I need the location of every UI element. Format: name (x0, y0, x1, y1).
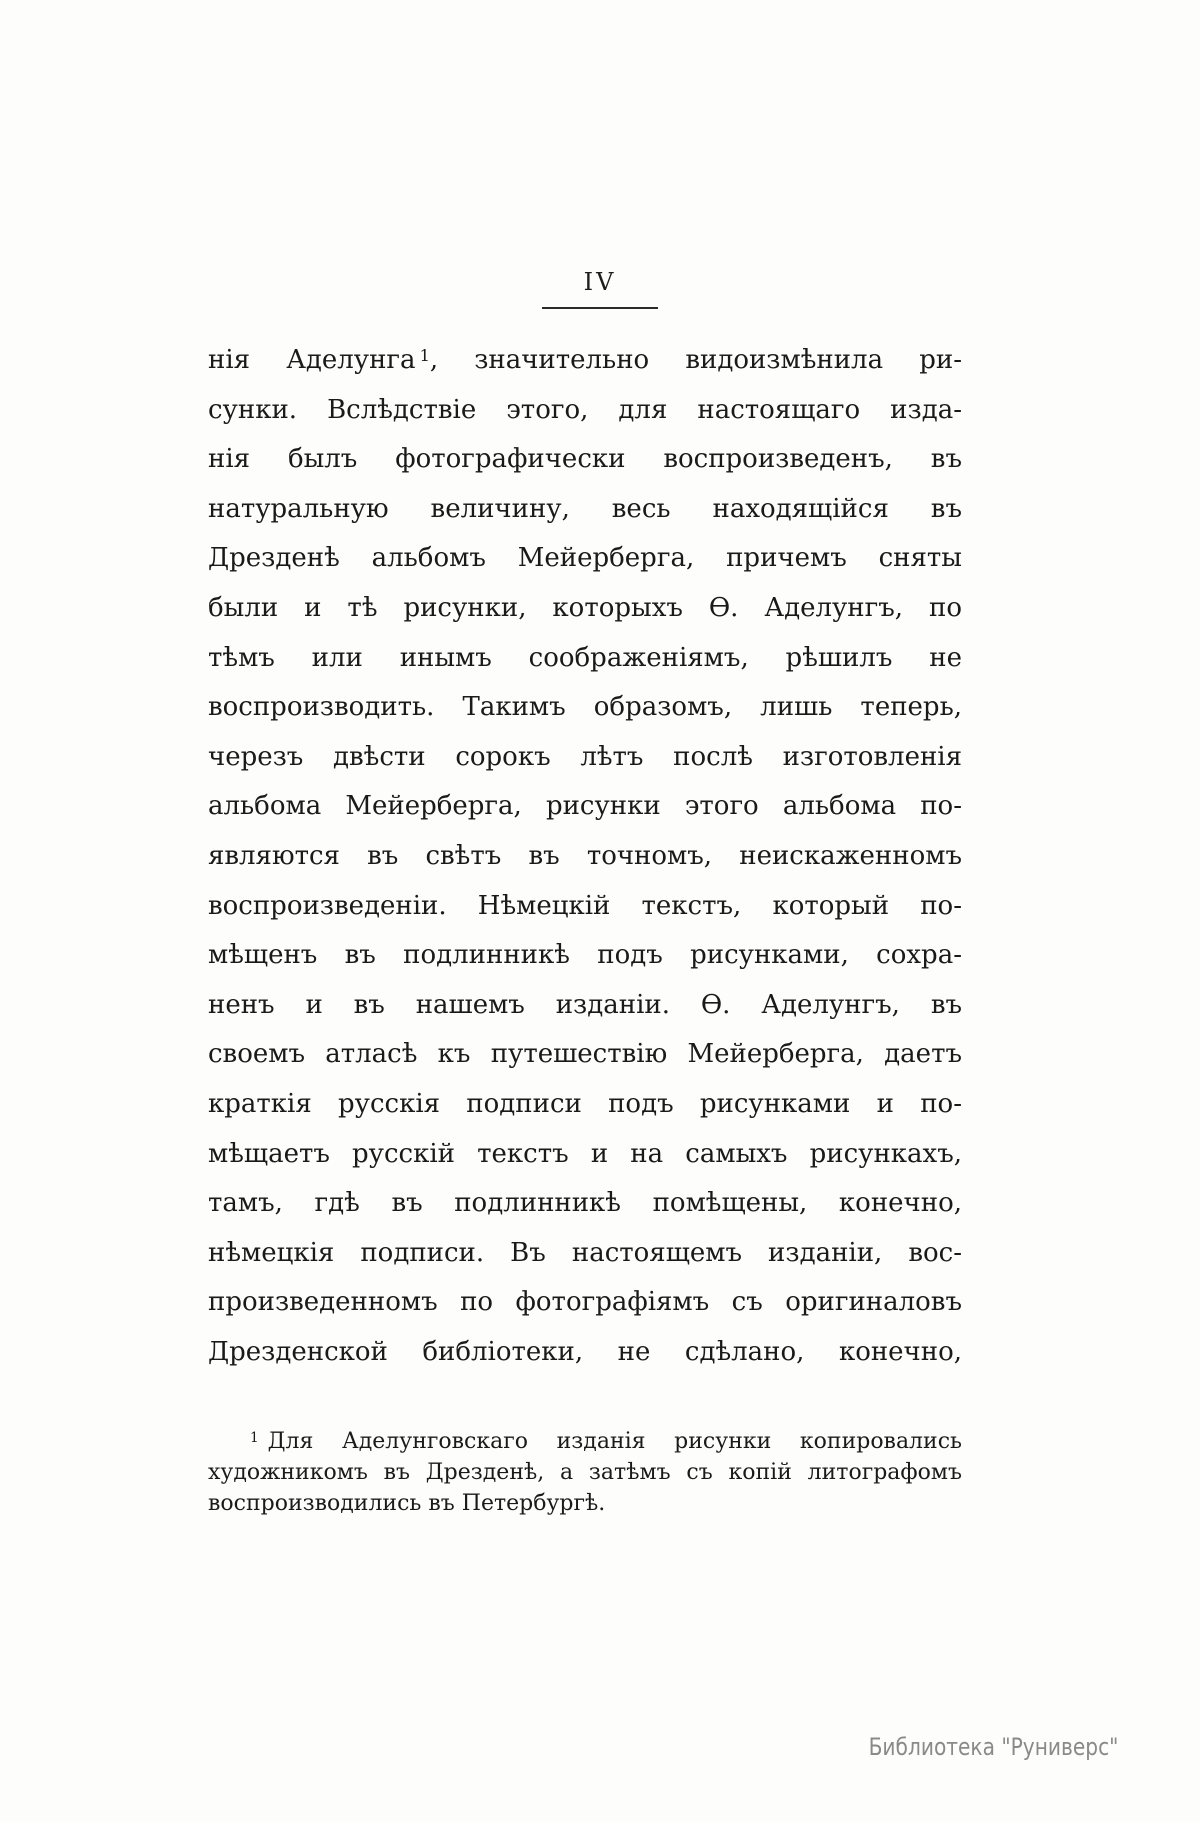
text-line-17: мѣщаетъ русскій текстъ и на самыхъ рисункахъ, (208, 1138, 962, 1169)
footnote-line-1-text: Для Аделунговскаго изданія рисунки копировались (267, 1429, 962, 1454)
text-line-13: мѣщенъ въ подлинникѣ подъ рисунками, сохра- (208, 940, 962, 971)
text-line-3: нія былъ фотографически воспроизведенъ, въ (208, 444, 962, 475)
header-rule (542, 307, 658, 309)
text-line-15: своемъ атласѣ къ путешествію Мейерберга, даетъ (208, 1039, 962, 1070)
text-line-20: произведенномъ по фотографіямъ съ оригиналовъ (208, 1287, 962, 1318)
text-line-4: натуральную величину, весь находящійся въ (208, 493, 962, 524)
footnote-line-1 (208, 1426, 962, 1457)
text-line-1 (208, 336, 962, 386)
text-line-12: воспроизведеніи. Нѣмецкій текстъ, который по- (208, 890, 962, 921)
text-line-14: ненъ и въ нашемъ изданіи. Ѳ. Аделунгъ, въ (208, 989, 962, 1020)
text-line-10: альбома Мейерберга, рисунки этого альбома по- (208, 791, 962, 822)
footnote-line-3: воспроизводились въ Петербургѣ. (208, 1491, 606, 1516)
text-line-11: являются въ свѣтъ въ точномъ, неискаженномъ (208, 840, 962, 871)
text-line-16: краткія русскія подписи подъ рисунками и по- (208, 1088, 962, 1119)
text-line-19: нѣмецкія подписи. Въ настоящемъ изданіи, вос- (208, 1237, 962, 1268)
footnote-reference-mark: 1 (419, 345, 430, 365)
footnote (208, 1426, 962, 1519)
line1-text: нія Аделунга (208, 345, 416, 375)
footnote-marker: 1 (250, 1429, 259, 1446)
text-line-18: тамъ, гдѣ въ подлинникѣ помѣщены, конечно, (208, 1188, 962, 1219)
text-line-7: тѣмъ или инымъ соображеніямъ, рѣшилъ не (208, 642, 962, 673)
body-text (208, 336, 962, 1377)
text-line-5: Дрезденѣ альбомъ Мейерберга, причемъ сняты (208, 543, 962, 574)
text-line-2: сунки. Вслѣдствіе этого, для настоящаго изда- (208, 394, 962, 425)
line1-text-cont: , значительно видоизмѣнила ри- (429, 345, 962, 375)
text-line-9: черезъ двѣсти сорокъ лѣтъ послѣ изготовленія (208, 741, 962, 772)
text-line-6: были и тѣ рисунки, которыхъ Ѳ. Аделунгъ, по (208, 592, 962, 623)
library-watermark: Библиотека "Руниверс" (868, 1733, 1118, 1761)
page-number: IV (583, 268, 617, 296)
text-line-21: Дрезденской библіотеки, не сдѣлано, конечно, (208, 1336, 962, 1367)
text-line-8: воспроизводить. Такимъ образомъ, лишь теперь, (208, 692, 962, 723)
footnote-line-2: художникомъ въ Дрезденѣ, а затѣмъ съ копій литографомъ (208, 1460, 962, 1485)
